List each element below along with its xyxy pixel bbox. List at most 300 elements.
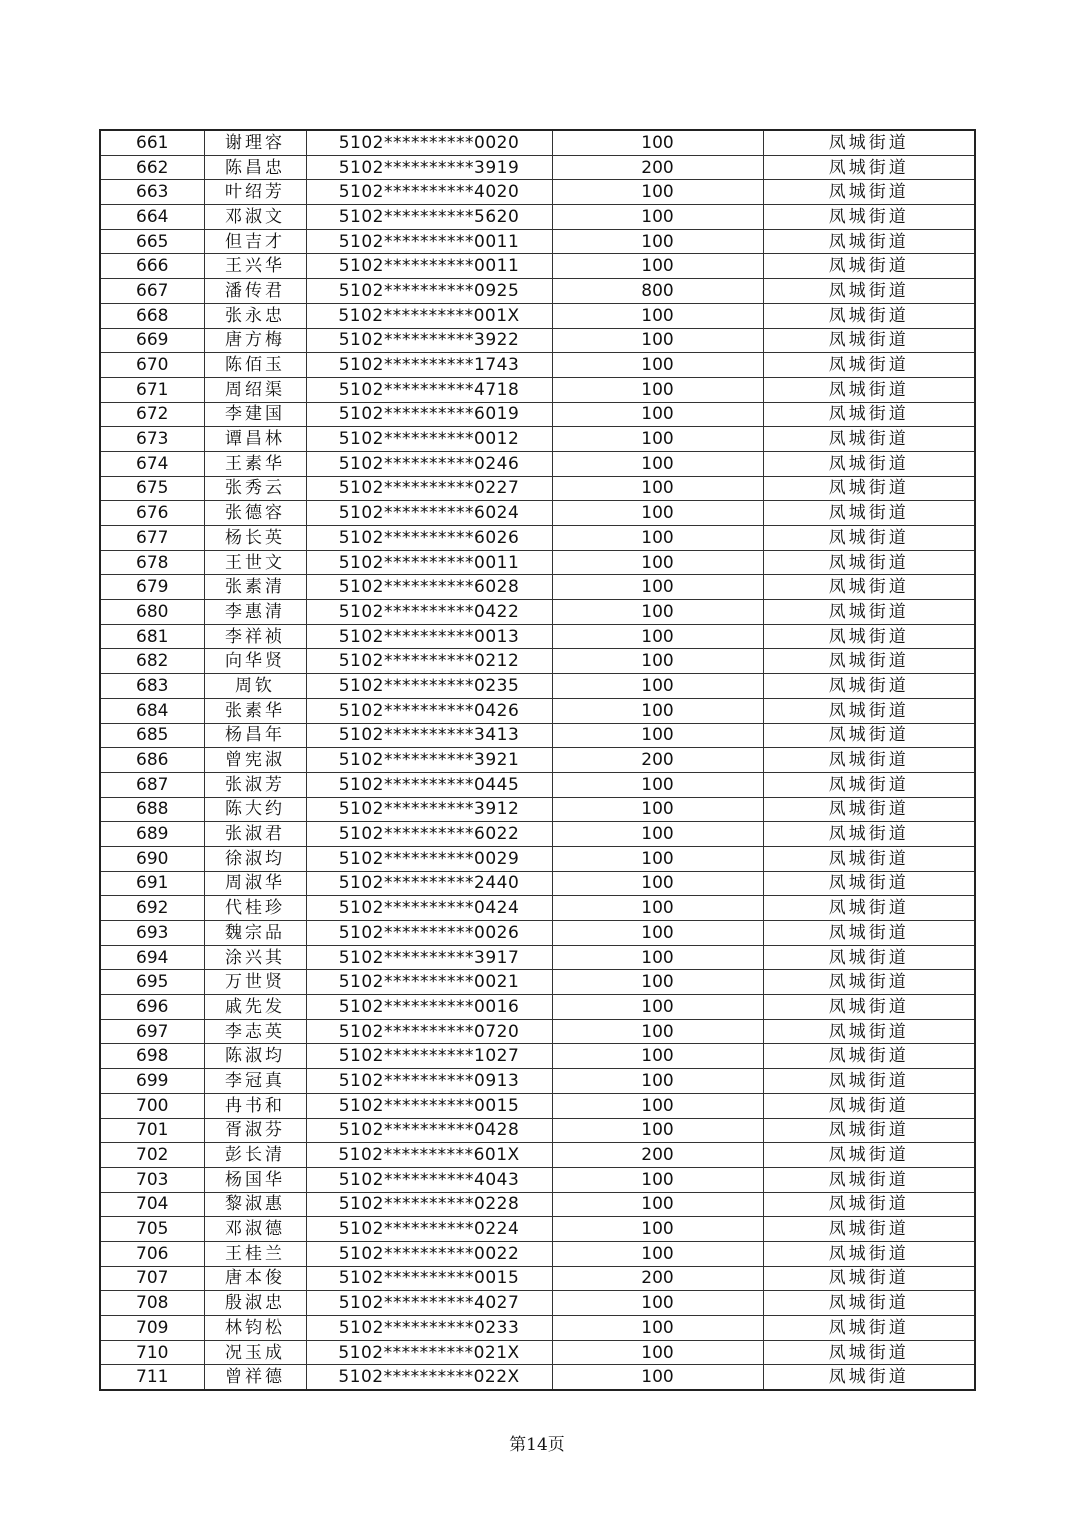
- table-row: [100, 674, 975, 699]
- amount-cell: 100: [552, 1118, 763, 1143]
- table-row: [100, 600, 975, 625]
- id-number-cell: 5102**********0445: [306, 772, 552, 797]
- street-name-cell: 凤城街道: [763, 155, 975, 180]
- row-number-cell: 696: [100, 995, 204, 1020]
- amount-cell: 100: [552, 698, 763, 723]
- street-name-cell: 凤城街道: [763, 945, 975, 970]
- row-number-cell: 664: [100, 205, 204, 230]
- amount-cell: 100: [552, 600, 763, 625]
- person-name-cell: 殷淑忠: [204, 1291, 306, 1316]
- id-number-cell: 5102**********4043: [306, 1167, 552, 1192]
- person-name-cell: 万世贤: [204, 970, 306, 995]
- row-number-cell: 665: [100, 229, 204, 254]
- amount-cell: 100: [552, 1019, 763, 1044]
- table-row: [100, 501, 975, 526]
- street-name-cell: 凤城街道: [763, 1019, 975, 1044]
- amount-cell: 100: [552, 427, 763, 452]
- street-name-cell: 凤城街道: [763, 995, 975, 1020]
- person-name-cell: 彭长清: [204, 1143, 306, 1168]
- street-name-cell: 凤城街道: [763, 649, 975, 674]
- id-number-cell: 5102**********0212: [306, 649, 552, 674]
- row-number-cell: 687: [100, 772, 204, 797]
- amount-cell: 100: [552, 1093, 763, 1118]
- table-row: [100, 427, 975, 452]
- table-row: [100, 1241, 975, 1266]
- id-number-cell: 5102**********6026: [306, 526, 552, 551]
- street-name-cell: 凤城街道: [763, 526, 975, 551]
- person-name-cell: 张德容: [204, 501, 306, 526]
- amount-cell: 100: [552, 1167, 763, 1192]
- street-name-cell: 凤城街道: [763, 1217, 975, 1242]
- amount-cell: 100: [552, 1241, 763, 1266]
- page-number: 第14页: [509, 1435, 565, 1455]
- table-row: [100, 1291, 975, 1316]
- street-name-cell: 凤城街道: [763, 970, 975, 995]
- id-number-cell: 5102**********6019: [306, 402, 552, 427]
- amount-cell: 100: [552, 254, 763, 279]
- table-row: [100, 1266, 975, 1291]
- person-name-cell: 但吉才: [204, 229, 306, 254]
- street-name-cell: 凤城街道: [763, 1241, 975, 1266]
- person-name-cell: 涂兴其: [204, 945, 306, 970]
- row-number-cell: 693: [100, 921, 204, 946]
- person-name-cell: 王世文: [204, 550, 306, 575]
- row-number-cell: 661: [100, 130, 204, 155]
- table-row: [100, 402, 975, 427]
- street-name-cell: 凤城街道: [763, 279, 975, 304]
- row-number-cell: 709: [100, 1316, 204, 1341]
- amount-cell: 100: [552, 921, 763, 946]
- table-row: [100, 377, 975, 402]
- id-number-cell: 5102**********0021: [306, 970, 552, 995]
- person-name-cell: 李惠清: [204, 600, 306, 625]
- street-name-cell: 凤城街道: [763, 229, 975, 254]
- street-name-cell: 凤城街道: [763, 254, 975, 279]
- id-number-cell: 5102**********0029: [306, 846, 552, 871]
- table-row: [100, 328, 975, 353]
- amount-cell: 100: [552, 649, 763, 674]
- table-row: [100, 921, 975, 946]
- row-number-cell: 710: [100, 1340, 204, 1365]
- row-number-cell: 674: [100, 451, 204, 476]
- row-number-cell: 697: [100, 1019, 204, 1044]
- id-number-cell: 5102**********001X: [306, 303, 552, 328]
- amount-cell: 100: [552, 970, 763, 995]
- amount-cell: 100: [552, 1217, 763, 1242]
- id-number-cell: 5102**********022X: [306, 1365, 552, 1390]
- table-row: [100, 871, 975, 896]
- id-number-cell: 5102**********0925: [306, 279, 552, 304]
- row-number-cell: 671: [100, 377, 204, 402]
- amount-cell: 100: [552, 1291, 763, 1316]
- id-number-cell: 5102**********0235: [306, 674, 552, 699]
- table-row: [100, 1019, 975, 1044]
- row-number-cell: 691: [100, 871, 204, 896]
- id-number-cell: 5102**********0246: [306, 451, 552, 476]
- person-name-cell: 张秀云: [204, 476, 306, 501]
- person-name-cell: 徐淑均: [204, 846, 306, 871]
- person-name-cell: 向华贤: [204, 649, 306, 674]
- id-number-cell: 5102**********4020: [306, 180, 552, 205]
- street-name-cell: 凤城街道: [763, 1340, 975, 1365]
- street-name-cell: 凤城街道: [763, 303, 975, 328]
- person-name-cell: 杨长英: [204, 526, 306, 551]
- amount-cell: 100: [552, 772, 763, 797]
- person-name-cell: 叶绍芳: [204, 180, 306, 205]
- street-name-cell: 凤城街道: [763, 1044, 975, 1069]
- row-number-cell: 678: [100, 550, 204, 575]
- row-number-cell: 663: [100, 180, 204, 205]
- id-number-cell: 5102**********0016: [306, 995, 552, 1020]
- id-number-cell: 5102**********6028: [306, 575, 552, 600]
- row-number-cell: 698: [100, 1044, 204, 1069]
- table-row: [100, 995, 975, 1020]
- table-row: [100, 1143, 975, 1168]
- person-name-cell: 况玉成: [204, 1340, 306, 1365]
- row-number-cell: 704: [100, 1192, 204, 1217]
- street-name-cell: 凤城街道: [763, 1118, 975, 1143]
- amount-cell: 800: [552, 279, 763, 304]
- id-number-cell: 5102**********0224: [306, 1217, 552, 1242]
- row-number-cell: 679: [100, 575, 204, 600]
- amount-cell: 100: [552, 130, 763, 155]
- person-name-cell: 李祥祯: [204, 624, 306, 649]
- row-number-cell: 707: [100, 1266, 204, 1291]
- id-number-cell: 5102**********5620: [306, 205, 552, 230]
- row-number-cell: 706: [100, 1241, 204, 1266]
- person-name-cell: 周绍渠: [204, 377, 306, 402]
- id-number-cell: 5102**********3917: [306, 945, 552, 970]
- id-number-cell: 5102**********0428: [306, 1118, 552, 1143]
- table-row: [100, 945, 975, 970]
- street-name-cell: 凤城街道: [763, 353, 975, 378]
- table-row: [100, 303, 975, 328]
- table-row: [100, 698, 975, 723]
- id-number-cell: 5102**********0720: [306, 1019, 552, 1044]
- row-number-cell: 662: [100, 155, 204, 180]
- id-number-cell: 5102**********6022: [306, 822, 552, 847]
- table-row: [100, 353, 975, 378]
- table-row: [100, 205, 975, 230]
- id-number-cell: 5102**********0026: [306, 921, 552, 946]
- amount-cell: 200: [552, 1143, 763, 1168]
- table-row: [100, 1340, 975, 1365]
- street-name-cell: 凤城街道: [763, 205, 975, 230]
- street-name-cell: 凤城街道: [763, 896, 975, 921]
- amount-cell: 100: [552, 377, 763, 402]
- table-row: [100, 550, 975, 575]
- person-name-cell: 唐方梅: [204, 328, 306, 353]
- street-name-cell: 凤城街道: [763, 1143, 975, 1168]
- row-number-cell: 668: [100, 303, 204, 328]
- row-number-cell: 666: [100, 254, 204, 279]
- amount-cell: 100: [552, 674, 763, 699]
- table-row: [100, 748, 975, 773]
- id-number-cell: 5102**********3922: [306, 328, 552, 353]
- id-number-cell: 5102**********4718: [306, 377, 552, 402]
- street-name-cell: 凤城街道: [763, 772, 975, 797]
- person-name-cell: 邓淑德: [204, 1217, 306, 1242]
- street-name-cell: 凤城街道: [763, 427, 975, 452]
- amount-cell: 100: [552, 550, 763, 575]
- table-row: [100, 772, 975, 797]
- id-number-cell: 5102**********0011: [306, 550, 552, 575]
- row-number-cell: 683: [100, 674, 204, 699]
- street-name-cell: 凤城街道: [763, 600, 975, 625]
- person-name-cell: 谭昌林: [204, 427, 306, 452]
- amount-cell: 100: [552, 229, 763, 254]
- person-name-cell: 曾祥德: [204, 1365, 306, 1390]
- amount-cell: 100: [552, 995, 763, 1020]
- id-number-cell: 5102**********4027: [306, 1291, 552, 1316]
- table-row: [100, 1217, 975, 1242]
- person-name-cell: 唐本俊: [204, 1266, 306, 1291]
- table-row: [100, 1093, 975, 1118]
- table-row: [100, 254, 975, 279]
- person-name-cell: 周淑华: [204, 871, 306, 896]
- record-table-body: [100, 130, 975, 1390]
- street-name-cell: 凤城街道: [763, 1266, 975, 1291]
- row-number-cell: 688: [100, 797, 204, 822]
- table-row: [100, 1316, 975, 1341]
- table-row: [100, 624, 975, 649]
- person-name-cell: 李志英: [204, 1019, 306, 1044]
- street-name-cell: 凤城街道: [763, 822, 975, 847]
- id-number-cell: 5102**********0233: [306, 1316, 552, 1341]
- id-number-cell: 5102**********0011: [306, 229, 552, 254]
- table-row: [100, 1069, 975, 1094]
- table-row: [100, 1118, 975, 1143]
- table-row: [100, 575, 975, 600]
- street-name-cell: 凤城街道: [763, 674, 975, 699]
- table-row: [100, 180, 975, 205]
- street-name-cell: 凤城街道: [763, 377, 975, 402]
- row-number-cell: 677: [100, 526, 204, 551]
- person-name-cell: 谢理容: [204, 130, 306, 155]
- amount-cell: 200: [552, 155, 763, 180]
- street-name-cell: 凤城街道: [763, 130, 975, 155]
- id-number-cell: 5102**********3919: [306, 155, 552, 180]
- table-row: [100, 649, 975, 674]
- street-name-cell: 凤城街道: [763, 550, 975, 575]
- id-number-cell: 5102**********0022: [306, 1241, 552, 1266]
- street-name-cell: 凤城街道: [763, 1291, 975, 1316]
- street-name-cell: 凤城街道: [763, 1167, 975, 1192]
- amount-cell: 100: [552, 451, 763, 476]
- row-number-cell: 669: [100, 328, 204, 353]
- id-number-cell: 5102**********0227: [306, 476, 552, 501]
- id-number-cell: 5102**********0013: [306, 624, 552, 649]
- table-row: [100, 229, 975, 254]
- amount-cell: 100: [552, 303, 763, 328]
- id-number-cell: 5102**********0020: [306, 130, 552, 155]
- record-table: [99, 129, 976, 1391]
- amount-cell: 100: [552, 822, 763, 847]
- id-number-cell: 5102**********0913: [306, 1069, 552, 1094]
- amount-cell: 100: [552, 1069, 763, 1094]
- person-name-cell: 王兴华: [204, 254, 306, 279]
- id-number-cell: 5102**********0424: [306, 896, 552, 921]
- person-name-cell: 周钦: [204, 674, 306, 699]
- amount-cell: 100: [552, 575, 763, 600]
- id-number-cell: 5102**********0011: [306, 254, 552, 279]
- amount-cell: 100: [552, 476, 763, 501]
- street-name-cell: 凤城街道: [763, 698, 975, 723]
- table-row: [100, 451, 975, 476]
- person-name-cell: 张淑君: [204, 822, 306, 847]
- table-row: [100, 526, 975, 551]
- person-name-cell: 陈昌忠: [204, 155, 306, 180]
- amount-cell: 100: [552, 353, 763, 378]
- id-number-cell: 5102**********1027: [306, 1044, 552, 1069]
- street-name-cell: 凤城街道: [763, 871, 975, 896]
- row-number-cell: 690: [100, 846, 204, 871]
- row-number-cell: 711: [100, 1365, 204, 1390]
- street-name-cell: 凤城街道: [763, 723, 975, 748]
- row-number-cell: 680: [100, 600, 204, 625]
- person-name-cell: 冉书和: [204, 1093, 306, 1118]
- person-name-cell: 杨国华: [204, 1167, 306, 1192]
- id-number-cell: 5102**********0422: [306, 600, 552, 625]
- person-name-cell: 林钧松: [204, 1316, 306, 1341]
- row-number-cell: 708: [100, 1291, 204, 1316]
- amount-cell: 100: [552, 1044, 763, 1069]
- street-name-cell: 凤城街道: [763, 328, 975, 353]
- id-number-cell: 5102**********6024: [306, 501, 552, 526]
- row-number-cell: 695: [100, 970, 204, 995]
- amount-cell: 100: [552, 180, 763, 205]
- table-row: [100, 970, 975, 995]
- amount-cell: 100: [552, 1192, 763, 1217]
- street-name-cell: 凤城街道: [763, 624, 975, 649]
- amount-cell: 100: [552, 526, 763, 551]
- id-number-cell: 5102**********0015: [306, 1093, 552, 1118]
- id-number-cell: 5102**********0426: [306, 698, 552, 723]
- amount-cell: 100: [552, 846, 763, 871]
- street-name-cell: 凤城街道: [763, 846, 975, 871]
- person-name-cell: 张淑芳: [204, 772, 306, 797]
- id-number-cell: 5102**********0012: [306, 427, 552, 452]
- row-number-cell: 670: [100, 353, 204, 378]
- person-name-cell: 黎淑惠: [204, 1192, 306, 1217]
- person-name-cell: 胥淑芬: [204, 1118, 306, 1143]
- table-row: [100, 846, 975, 871]
- street-name-cell: 凤城街道: [763, 501, 975, 526]
- row-number-cell: 692: [100, 896, 204, 921]
- person-name-cell: 张素清: [204, 575, 306, 600]
- id-number-cell: 5102**********601X: [306, 1143, 552, 1168]
- id-number-cell: 5102**********0228: [306, 1192, 552, 1217]
- street-name-cell: 凤城街道: [763, 402, 975, 427]
- table-row: [100, 723, 975, 748]
- id-number-cell: 5102**********2440: [306, 871, 552, 896]
- street-name-cell: 凤城街道: [763, 1316, 975, 1341]
- street-name-cell: 凤城街道: [763, 748, 975, 773]
- table-row: [100, 130, 975, 155]
- person-name-cell: 王桂兰: [204, 1241, 306, 1266]
- row-number-cell: 684: [100, 698, 204, 723]
- id-number-cell: 5102**********3921: [306, 748, 552, 773]
- id-number-cell: 5102**********1743: [306, 353, 552, 378]
- row-number-cell: 675: [100, 476, 204, 501]
- street-name-cell: 凤城街道: [763, 1365, 975, 1390]
- row-number-cell: 686: [100, 748, 204, 773]
- row-number-cell: 682: [100, 649, 204, 674]
- table-row: [100, 822, 975, 847]
- street-name-cell: 凤城街道: [763, 575, 975, 600]
- person-name-cell: 王素华: [204, 451, 306, 476]
- street-name-cell: 凤城街道: [763, 797, 975, 822]
- amount-cell: 200: [552, 748, 763, 773]
- amount-cell: 100: [552, 402, 763, 427]
- table-row: [100, 155, 975, 180]
- amount-cell: 100: [552, 871, 763, 896]
- person-name-cell: 陈大约: [204, 797, 306, 822]
- street-name-cell: 凤城街道: [763, 1093, 975, 1118]
- amount-cell: 100: [552, 896, 763, 921]
- street-name-cell: 凤城街道: [763, 180, 975, 205]
- person-name-cell: 陈佰玉: [204, 353, 306, 378]
- street-name-cell: 凤城街道: [763, 1069, 975, 1094]
- street-name-cell: 凤城街道: [763, 921, 975, 946]
- person-name-cell: 李冠真: [204, 1069, 306, 1094]
- person-name-cell: 曾宪淑: [204, 748, 306, 773]
- person-name-cell: 李建国: [204, 402, 306, 427]
- amount-cell: 100: [552, 1365, 763, 1390]
- row-number-cell: 672: [100, 402, 204, 427]
- table-row: [100, 279, 975, 304]
- id-number-cell: 5102**********3912: [306, 797, 552, 822]
- row-number-cell: 667: [100, 279, 204, 304]
- person-name-cell: 张素华: [204, 698, 306, 723]
- row-number-cell: 685: [100, 723, 204, 748]
- street-name-cell: 凤城街道: [763, 451, 975, 476]
- id-number-cell: 5102**********0015: [306, 1266, 552, 1291]
- table-row: [100, 797, 975, 822]
- table-row: [100, 476, 975, 501]
- amount-cell: 100: [552, 501, 763, 526]
- street-name-cell: 凤城街道: [763, 1192, 975, 1217]
- person-name-cell: 魏宗品: [204, 921, 306, 946]
- person-name-cell: 杨昌年: [204, 723, 306, 748]
- amount-cell: 100: [552, 624, 763, 649]
- id-number-cell: 5102**********3413: [306, 723, 552, 748]
- table-row: [100, 1192, 975, 1217]
- person-name-cell: 张永忠: [204, 303, 306, 328]
- row-number-cell: 701: [100, 1118, 204, 1143]
- amount-cell: 100: [552, 945, 763, 970]
- row-number-cell: 676: [100, 501, 204, 526]
- amount-cell: 100: [552, 797, 763, 822]
- table-row: [100, 896, 975, 921]
- person-name-cell: 邓淑文: [204, 205, 306, 230]
- row-number-cell: 673: [100, 427, 204, 452]
- person-name-cell: 戚先发: [204, 995, 306, 1020]
- id-number-cell: 5102**********021X: [306, 1340, 552, 1365]
- amount-cell: 100: [552, 328, 763, 353]
- amount-cell: 100: [552, 205, 763, 230]
- table-row: [100, 1044, 975, 1069]
- row-number-cell: 681: [100, 624, 204, 649]
- person-name-cell: 潘传君: [204, 279, 306, 304]
- row-number-cell: 689: [100, 822, 204, 847]
- table-row: [100, 1365, 975, 1390]
- amount-cell: 100: [552, 1340, 763, 1365]
- row-number-cell: 705: [100, 1217, 204, 1242]
- person-name-cell: 代桂珍: [204, 896, 306, 921]
- table-row: [100, 1167, 975, 1192]
- row-number-cell: 700: [100, 1093, 204, 1118]
